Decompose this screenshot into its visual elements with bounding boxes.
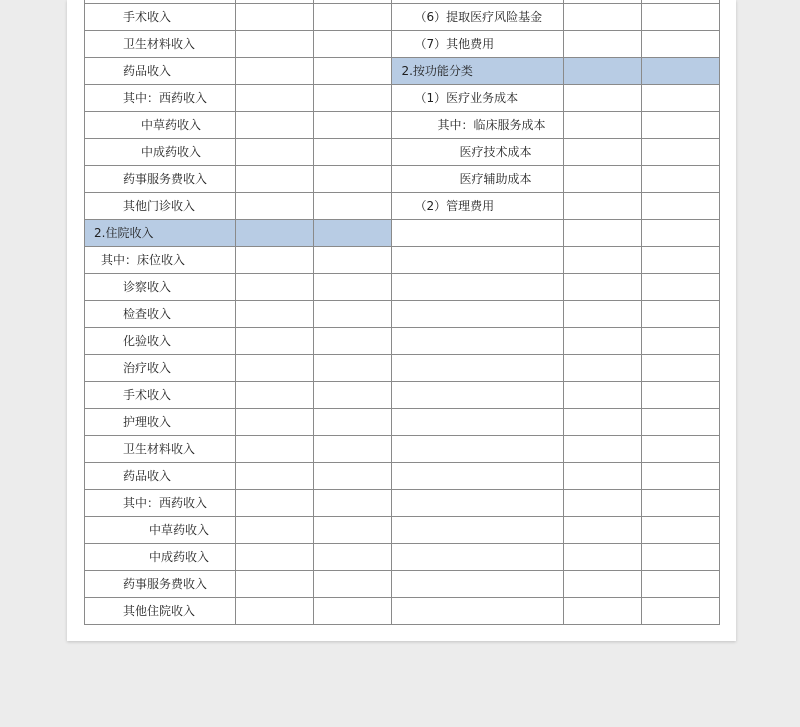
cell[interactable] bbox=[236, 490, 314, 517]
row-label-drug-revenue[interactable]: 药品收入 bbox=[85, 58, 236, 85]
section-header-by-function[interactable]: 2.按功能分类 bbox=[392, 58, 563, 85]
section-header-inpatient[interactable]: 2.住院收入 bbox=[85, 220, 236, 247]
row-label-materials-revenue-2[interactable]: 卫生材料收入 bbox=[85, 436, 236, 463]
cell[interactable] bbox=[641, 382, 719, 409]
cell[interactable] bbox=[314, 112, 392, 139]
row-label-patent-drug[interactable]: 中成药收入 bbox=[85, 139, 236, 166]
cell[interactable] bbox=[641, 571, 719, 598]
row-label-patent-drug-2[interactable]: 中成药收入 bbox=[85, 544, 236, 571]
row-label-nursing-revenue[interactable]: 护理收入 bbox=[85, 409, 236, 436]
cell[interactable] bbox=[236, 436, 314, 463]
cell[interactable] bbox=[392, 517, 563, 544]
table-row bbox=[85, 247, 720, 274]
row-label-other-expenses[interactable]: （7）其他费用 bbox=[392, 31, 563, 58]
table-row bbox=[85, 166, 720, 193]
row-label-drug-revenue-2[interactable]: 药品收入 bbox=[85, 463, 236, 490]
cell[interactable] bbox=[314, 274, 392, 301]
table-row bbox=[85, 463, 720, 490]
cell[interactable] bbox=[563, 4, 641, 31]
cell[interactable] bbox=[641, 4, 719, 31]
cell[interactable] bbox=[563, 274, 641, 301]
cell[interactable] bbox=[563, 355, 641, 382]
cell[interactable] bbox=[392, 544, 563, 571]
cell[interactable] bbox=[314, 355, 392, 382]
cell[interactable] bbox=[563, 139, 641, 166]
row-label-medical-business-cost[interactable]: （1）医疗业务成本 bbox=[392, 85, 563, 112]
row-label-lab-revenue[interactable]: 化验收入 bbox=[85, 328, 236, 355]
cell[interactable] bbox=[314, 31, 392, 58]
cell[interactable] bbox=[641, 274, 719, 301]
cell[interactable] bbox=[392, 436, 563, 463]
cell[interactable] bbox=[563, 463, 641, 490]
row-label-surgery-revenue[interactable]: 手术收入 bbox=[85, 4, 236, 31]
cell[interactable] bbox=[641, 166, 719, 193]
cell[interactable] bbox=[314, 544, 392, 571]
cell[interactable] bbox=[392, 463, 563, 490]
row-label-other-inpatient[interactable]: 其他住院收入 bbox=[85, 598, 236, 625]
table-row bbox=[85, 409, 720, 436]
cell[interactable] bbox=[392, 301, 563, 328]
cell[interactable] bbox=[236, 85, 314, 112]
cell[interactable] bbox=[314, 436, 392, 463]
cell[interactable] bbox=[563, 328, 641, 355]
row-label-consult-revenue[interactable]: 诊察收入 bbox=[85, 274, 236, 301]
cell[interactable] bbox=[236, 139, 314, 166]
cell[interactable] bbox=[314, 139, 392, 166]
cell[interactable] bbox=[641, 31, 719, 58]
cell[interactable] bbox=[236, 571, 314, 598]
cell[interactable] bbox=[563, 247, 641, 274]
cell[interactable] bbox=[641, 355, 719, 382]
cell[interactable] bbox=[236, 598, 314, 625]
cell[interactable] bbox=[236, 274, 314, 301]
cell[interactable] bbox=[314, 382, 392, 409]
table-row bbox=[85, 328, 720, 355]
cell[interactable] bbox=[563, 436, 641, 463]
cell[interactable] bbox=[236, 112, 314, 139]
table-row bbox=[85, 274, 720, 301]
row-label-materials-revenue[interactable]: 卫生材料收入 bbox=[85, 31, 236, 58]
cell[interactable] bbox=[563, 112, 641, 139]
row-label-herbal-drug[interactable]: 中草药收入 bbox=[85, 112, 236, 139]
table-row bbox=[85, 58, 720, 85]
cell[interactable] bbox=[392, 409, 563, 436]
cell[interactable] bbox=[641, 85, 719, 112]
cell[interactable] bbox=[314, 4, 392, 31]
cell[interactable] bbox=[236, 220, 314, 247]
row-label-western-drug-2[interactable]: 其中：西药收入 bbox=[85, 490, 236, 517]
cell[interactable] bbox=[563, 166, 641, 193]
row-label-surgery-revenue-2[interactable]: 手术收入 bbox=[85, 382, 236, 409]
cell[interactable] bbox=[236, 301, 314, 328]
cell[interactable] bbox=[236, 58, 314, 85]
cell[interactable] bbox=[392, 274, 563, 301]
row-label-medical-tech-cost[interactable]: 医疗技术成本 bbox=[392, 139, 563, 166]
cell[interactable] bbox=[314, 193, 392, 220]
cell[interactable] bbox=[563, 598, 641, 625]
cell[interactable] bbox=[314, 166, 392, 193]
row-label-western-drug[interactable]: 其中：西药收入 bbox=[85, 85, 236, 112]
cell[interactable] bbox=[563, 490, 641, 517]
cell[interactable] bbox=[641, 409, 719, 436]
revenue-cost-table bbox=[84, 0, 720, 625]
cell[interactable] bbox=[641, 490, 719, 517]
cell[interactable] bbox=[314, 409, 392, 436]
cell[interactable] bbox=[641, 301, 719, 328]
row-label-pharmacy-service-2[interactable]: 药事服务费收入 bbox=[85, 571, 236, 598]
cell[interactable] bbox=[236, 409, 314, 436]
cell[interactable] bbox=[392, 571, 563, 598]
cell[interactable] bbox=[314, 301, 392, 328]
cell[interactable] bbox=[236, 382, 314, 409]
cell[interactable] bbox=[563, 301, 641, 328]
cell[interactable] bbox=[563, 544, 641, 571]
cell[interactable] bbox=[392, 490, 563, 517]
cell[interactable] bbox=[314, 247, 392, 274]
cell[interactable] bbox=[392, 247, 563, 274]
cell[interactable] bbox=[236, 355, 314, 382]
cell[interactable] bbox=[236, 193, 314, 220]
cell[interactable] bbox=[563, 31, 641, 58]
cell[interactable] bbox=[236, 328, 314, 355]
cell[interactable] bbox=[641, 193, 719, 220]
cell[interactable] bbox=[641, 112, 719, 139]
table-row bbox=[85, 598, 720, 625]
cell[interactable] bbox=[563, 220, 641, 247]
cell[interactable] bbox=[236, 4, 314, 31]
cell[interactable] bbox=[314, 85, 392, 112]
table-row bbox=[85, 301, 720, 328]
cell[interactable] bbox=[641, 247, 719, 274]
table-row bbox=[85, 4, 720, 31]
table-row bbox=[85, 139, 720, 166]
cell[interactable] bbox=[641, 328, 719, 355]
table-row bbox=[85, 571, 720, 598]
table-row bbox=[85, 220, 720, 247]
cell[interactable] bbox=[563, 193, 641, 220]
row-label-herbal-drug-2[interactable]: 中草药收入 bbox=[85, 517, 236, 544]
table-row bbox=[85, 355, 720, 382]
cell[interactable] bbox=[236, 544, 314, 571]
row-label-other-outpatient[interactable]: 其他门诊收入 bbox=[85, 193, 236, 220]
cell[interactable] bbox=[641, 436, 719, 463]
table-row bbox=[85, 31, 720, 58]
row-label-treatment-revenue[interactable]: 治疗收入 bbox=[85, 355, 236, 382]
cell[interactable] bbox=[314, 517, 392, 544]
cell[interactable] bbox=[236, 247, 314, 274]
table-row bbox=[85, 490, 720, 517]
cell[interactable] bbox=[641, 598, 719, 625]
row-label-bed-revenue[interactable]: 其中：床位收入 bbox=[85, 247, 236, 274]
row-label-pharmacy-service[interactable]: 药事服务费收入 bbox=[85, 166, 236, 193]
cell[interactable] bbox=[563, 571, 641, 598]
cell[interactable] bbox=[392, 355, 563, 382]
row-label-medical-risk-fund[interactable]: （6）提取医疗风险基金 bbox=[392, 4, 563, 31]
cell[interactable] bbox=[563, 409, 641, 436]
cell[interactable] bbox=[236, 166, 314, 193]
cell[interactable] bbox=[641, 544, 719, 571]
cell[interactable] bbox=[314, 598, 392, 625]
table-row bbox=[85, 544, 720, 571]
row-label-management-expenses[interactable]: （2）管理费用 bbox=[392, 193, 563, 220]
table-row bbox=[85, 382, 720, 409]
table-row bbox=[85, 193, 720, 220]
cell[interactable] bbox=[314, 571, 392, 598]
table-row bbox=[85, 517, 720, 544]
cell[interactable] bbox=[314, 328, 392, 355]
cell[interactable] bbox=[563, 58, 641, 85]
row-label-exam-revenue[interactable]: 检查收入 bbox=[85, 301, 236, 328]
cell[interactable] bbox=[563, 85, 641, 112]
cell[interactable] bbox=[563, 382, 641, 409]
cell[interactable] bbox=[314, 220, 392, 247]
cell[interactable] bbox=[236, 517, 314, 544]
table-row bbox=[85, 436, 720, 463]
row-label-clinical-cost[interactable]: 其中：临床服务成本 bbox=[392, 112, 563, 139]
row-label-medical-aux-cost[interactable]: 医疗辅助成本 bbox=[392, 166, 563, 193]
cell[interactable] bbox=[392, 598, 563, 625]
table-row bbox=[85, 112, 720, 139]
cell[interactable] bbox=[314, 490, 392, 517]
cell[interactable] bbox=[641, 517, 719, 544]
cell[interactable] bbox=[641, 220, 719, 247]
cell[interactable] bbox=[641, 139, 719, 166]
cell[interactable] bbox=[392, 328, 563, 355]
cell[interactable] bbox=[641, 58, 719, 85]
table-row bbox=[85, 85, 720, 112]
cell[interactable] bbox=[236, 31, 314, 58]
cell[interactable] bbox=[392, 220, 563, 247]
cell[interactable] bbox=[392, 382, 563, 409]
cell[interactable] bbox=[641, 463, 719, 490]
cell[interactable] bbox=[314, 58, 392, 85]
cell[interactable] bbox=[236, 463, 314, 490]
cell[interactable] bbox=[563, 517, 641, 544]
cell[interactable] bbox=[314, 463, 392, 490]
